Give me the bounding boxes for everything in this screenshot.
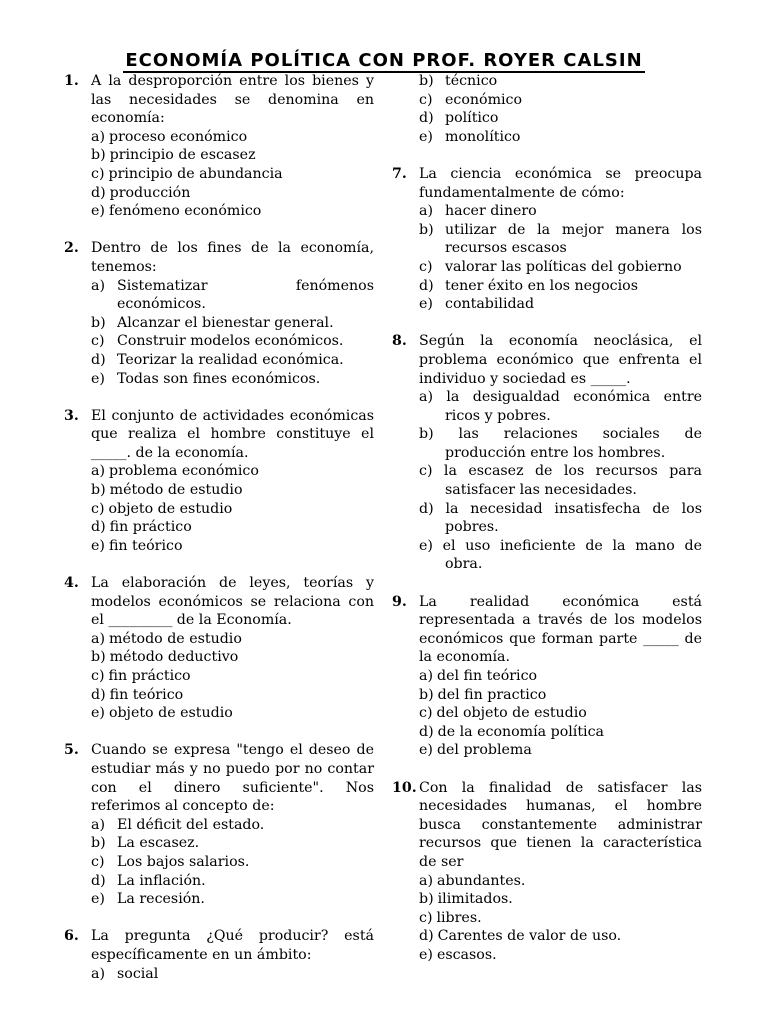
option-letter: b) xyxy=(419,73,434,89)
option-letter: d) xyxy=(419,928,434,945)
question-text: La realidad económica está representada a través de los modelos económicos que forman parte _____ de la economía. xyxy=(419,593,702,666)
option-text: el uso ineficiente de la mano de obra. xyxy=(442,537,702,573)
option-letter: b) xyxy=(419,891,434,908)
option-letter: d) xyxy=(91,184,106,201)
option-text: La recesión. xyxy=(117,891,205,908)
option-text: método de estudio xyxy=(109,482,243,499)
answer-options xyxy=(64,816,374,909)
option-letter: c) xyxy=(419,909,433,926)
question-10 xyxy=(392,779,702,965)
answer-options xyxy=(64,965,374,984)
question-1 xyxy=(64,72,374,221)
question-stem xyxy=(64,741,374,815)
answer-option xyxy=(91,965,374,984)
answer-options xyxy=(392,388,702,574)
option-letter: d) xyxy=(419,277,434,294)
option-letter: b) xyxy=(91,649,106,666)
option-text: tener éxito en los negocios xyxy=(445,277,638,294)
option-text: abundantes. xyxy=(437,872,526,889)
option-text: del fin practico xyxy=(437,686,547,703)
question-7 xyxy=(392,165,702,314)
answer-option xyxy=(419,295,702,314)
option-text: Los bajos salarios. xyxy=(117,853,250,870)
option-text: El déficit del estado. xyxy=(117,816,265,833)
option-text: objeto de estudio xyxy=(108,500,233,517)
option-letter: e) xyxy=(91,891,105,908)
option-letter: d) xyxy=(91,519,106,536)
option-letter: e) xyxy=(91,537,105,554)
option-letter: d) xyxy=(419,723,434,740)
question-4 xyxy=(64,574,374,723)
question-number: 1. xyxy=(64,73,79,89)
answer-option xyxy=(91,518,374,537)
option-letter: c) xyxy=(419,258,433,275)
answer-option xyxy=(91,537,374,556)
option-letter: b) xyxy=(91,482,106,499)
question-3 xyxy=(64,407,374,556)
answer-options xyxy=(64,277,374,389)
answer-option xyxy=(91,816,374,835)
option-text: del objeto de estudio xyxy=(436,705,587,722)
answer-option xyxy=(91,351,374,370)
option-text: objeto de estudio xyxy=(108,705,233,722)
question-continuation xyxy=(392,72,702,146)
option-letter: a) xyxy=(91,816,105,833)
answer-option xyxy=(419,909,702,928)
question-text: Según la economía neoclásica, el problema económico que enfrenta el individuo y sociedad es _____. xyxy=(419,333,702,387)
question-stem xyxy=(392,593,702,667)
answer-option xyxy=(419,872,702,891)
answer-option xyxy=(419,128,702,147)
answer-option xyxy=(91,462,374,481)
answer-option xyxy=(91,500,374,519)
answer-option xyxy=(419,388,702,425)
question-text: El conjunto de actividades económicas que realiza el hombre constituye el _____. de la economía. xyxy=(91,407,374,461)
answer-option xyxy=(419,667,702,686)
option-text: escasos. xyxy=(436,946,497,963)
answer-option xyxy=(91,686,374,705)
question-number: 2. xyxy=(64,240,79,257)
option-text: social xyxy=(117,965,159,982)
option-text: del fin teórico xyxy=(437,668,538,684)
option-letter: e) xyxy=(91,203,105,220)
answer-option xyxy=(419,91,702,110)
option-text: técnico xyxy=(445,73,498,89)
answer-option xyxy=(91,872,374,891)
answer-option xyxy=(91,370,374,389)
option-text: económico xyxy=(445,91,523,108)
option-text: Construir modelos económicos. xyxy=(117,333,344,350)
option-text: contabilidad xyxy=(445,296,535,313)
answer-option xyxy=(419,72,702,91)
answer-option xyxy=(91,630,374,649)
question-text: La elaboración de leyes, teorías y modelos económicos se relaciona con el _________ de la Economía. xyxy=(91,575,374,629)
option-letter: d) xyxy=(91,351,106,368)
option-letter: e) xyxy=(419,742,433,759)
option-letter: a) xyxy=(91,463,105,480)
question-stem xyxy=(64,574,374,630)
question-number: 9. xyxy=(392,593,407,610)
question-number: 10. xyxy=(392,779,417,796)
answer-option xyxy=(91,667,374,686)
option-text: Carentes de valor de uso. xyxy=(437,928,622,945)
question-9 xyxy=(392,593,702,760)
answer-option xyxy=(419,723,702,742)
option-letter: e) xyxy=(91,370,105,387)
option-letter: c) xyxy=(91,165,105,182)
page-title: ECONOMÍA POLÍTICA CON PROF. ROYER CALSIN xyxy=(125,50,643,71)
answer-option xyxy=(419,537,702,574)
answer-options xyxy=(64,630,374,723)
option-letter: c) xyxy=(91,333,105,350)
option-text: valorar las políticas del gobierno xyxy=(445,258,682,275)
answer-option xyxy=(91,834,374,853)
question-8 xyxy=(392,332,702,574)
answer-options xyxy=(64,128,374,221)
option-text: Sistematizar fenómenos económicos. xyxy=(117,277,374,313)
option-text: método deductivo xyxy=(109,649,239,666)
option-letter: b) xyxy=(419,686,434,703)
answer-options xyxy=(392,72,702,146)
option-letter: e) xyxy=(419,296,433,313)
answer-option xyxy=(91,314,374,333)
question-text: Con la finalidad de satisfacer las necesidades humanas, el hombre busca constantemente administrar recursos que tienen la característica de ser xyxy=(419,779,702,870)
option-letter: d) xyxy=(91,872,106,889)
answer-option xyxy=(91,332,374,351)
question-number: 7. xyxy=(392,165,407,182)
option-letter: c) xyxy=(419,463,433,480)
option-text: del problema xyxy=(436,742,532,759)
answer-option xyxy=(91,277,374,314)
option-text: La inflación. xyxy=(117,872,206,889)
answer-option xyxy=(419,890,702,909)
option-letter: e) xyxy=(419,128,433,145)
option-letter: e) xyxy=(419,537,433,554)
option-letter: c) xyxy=(91,853,105,870)
option-text: método de estudio xyxy=(109,630,242,647)
option-letter: c) xyxy=(91,500,105,517)
option-letter: e) xyxy=(91,705,105,722)
answer-option xyxy=(419,221,702,258)
answer-options xyxy=(392,872,702,965)
question-stem xyxy=(392,779,702,872)
question-number: 4. xyxy=(64,575,79,592)
answer-option xyxy=(91,202,374,221)
option-letter: c) xyxy=(91,668,105,684)
question-text: La ciencia económica se preocupa fundamentalmente de cómo: xyxy=(419,165,702,201)
question-2 xyxy=(64,239,374,388)
option-text: la desigualdad económica entre ricos y pobres. xyxy=(445,389,702,424)
option-letter: c) xyxy=(419,705,433,722)
answer-options xyxy=(392,667,702,760)
question-number: 8. xyxy=(392,333,407,350)
answer-option xyxy=(419,946,702,965)
answer-option xyxy=(91,184,374,203)
option-text: principio de abundancia xyxy=(108,165,283,182)
answer-option xyxy=(419,425,702,462)
option-text: utilizar de la mejor manera los recursos escasos xyxy=(445,221,702,257)
option-letter: a) xyxy=(91,277,105,294)
option-text: La escasez. xyxy=(117,835,200,852)
option-text: fin teórico xyxy=(109,686,184,703)
option-text: monolítico xyxy=(445,128,521,145)
answer-option xyxy=(419,741,702,760)
right-column xyxy=(392,72,702,983)
option-letter: b) xyxy=(91,835,106,852)
option-text: hacer dinero xyxy=(445,203,537,220)
question-5 xyxy=(64,741,374,908)
answer-option xyxy=(91,146,374,165)
option-letter: a) xyxy=(91,128,105,145)
answer-option xyxy=(419,462,702,499)
question-stem xyxy=(64,72,374,128)
option-text: fenómeno económico xyxy=(108,203,262,220)
option-text: proceso económico xyxy=(109,128,248,145)
question-6 xyxy=(64,927,374,983)
option-letter: a) xyxy=(91,965,105,982)
option-text: de la economía política xyxy=(437,723,604,740)
option-letter: b) xyxy=(91,314,106,331)
option-letter: a) xyxy=(91,630,105,647)
option-text: Alcanzar el bienestar general. xyxy=(117,314,334,331)
answer-option xyxy=(91,165,374,184)
option-letter: b) xyxy=(419,221,434,238)
question-text: La pregunta ¿Qué producir? está específicamente en un ámbito: xyxy=(91,928,374,963)
question-stem xyxy=(392,165,702,202)
option-letter: a) xyxy=(419,389,433,406)
question-text: A la desproporción entre los bienes y las necesidades se denomina en economía: xyxy=(91,73,374,127)
option-text: Todas son fines económicos. xyxy=(117,370,321,387)
question-number: 5. xyxy=(64,742,79,759)
answer-option xyxy=(419,277,702,296)
answer-options xyxy=(392,202,702,314)
option-letter: a) xyxy=(419,872,433,889)
question-text: Dentro de los fines de la economía, tenemos: xyxy=(91,240,374,275)
option-text: fin práctico xyxy=(108,668,191,684)
option-text: las relaciones sociales de producción entre los hombres. xyxy=(445,426,702,461)
answer-option xyxy=(91,128,374,147)
option-text: fin teórico xyxy=(108,537,183,554)
answer-option xyxy=(419,927,702,946)
option-text: libres. xyxy=(436,909,482,926)
answer-option xyxy=(419,704,702,723)
option-text: principio de escasez xyxy=(109,147,256,164)
question-stem xyxy=(392,332,702,388)
answer-option xyxy=(91,481,374,500)
option-text: problema económico xyxy=(109,463,259,480)
answer-option xyxy=(419,202,702,221)
answer-option xyxy=(91,648,374,667)
option-letter: d) xyxy=(91,686,106,703)
option-text: la necesidad insatisfecha de los pobres. xyxy=(445,500,703,536)
answer-options xyxy=(64,462,374,555)
question-stem xyxy=(64,239,374,276)
question-stem xyxy=(64,927,374,964)
option-text: Teorizar la realidad económica. xyxy=(117,351,344,368)
answer-option xyxy=(91,890,374,909)
option-letter: b) xyxy=(91,147,106,164)
option-letter: b) xyxy=(419,426,434,443)
answer-option xyxy=(419,258,702,277)
option-letter: a) xyxy=(419,203,433,220)
option-text: la escasez de los recursos para satisfacer las necesidades. xyxy=(443,463,702,499)
question-number: 3. xyxy=(64,407,79,424)
answer-option xyxy=(419,109,702,128)
left-column xyxy=(64,72,374,1002)
option-text: ilimitados. xyxy=(437,891,513,908)
option-text: político xyxy=(445,110,499,127)
answer-option xyxy=(91,704,374,723)
question-stem xyxy=(64,407,374,463)
answer-option xyxy=(91,853,374,872)
answer-option xyxy=(419,500,702,537)
option-letter: d) xyxy=(419,110,434,127)
option-letter: a) xyxy=(419,668,433,684)
answer-option xyxy=(419,686,702,705)
option-letter: e) xyxy=(419,946,433,963)
question-text: Cuando se expresa "tengo el deseo de estudiar más y no puedo por no contar con el dinero suficiente". Nos referimos al concepto de: xyxy=(91,742,374,815)
option-letter: d) xyxy=(419,500,434,517)
option-letter: c) xyxy=(419,91,433,108)
question-number: 6. xyxy=(64,928,79,945)
option-text: producción xyxy=(109,184,191,201)
option-text: fin práctico xyxy=(109,519,192,536)
